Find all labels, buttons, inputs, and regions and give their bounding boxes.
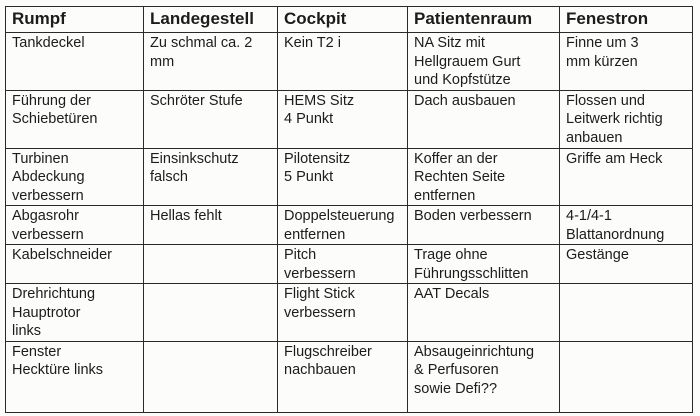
table-row (6, 33, 693, 91)
table-cell (144, 284, 278, 342)
table-cell: Drehrichtung Hauptrotor links (6, 284, 144, 342)
table-cell: Schröter Stufe (144, 90, 278, 148)
table-cell: Griffe am Heck (560, 148, 693, 206)
table-cell: Fenster Hecktüre links (6, 341, 144, 412)
table-row (6, 284, 693, 342)
table-cell: Trage ohne Führungsschlitten (408, 245, 560, 284)
table-cell: Pitch verbessern (278, 245, 408, 284)
task-table (5, 6, 693, 413)
table-cell: Finne um 3 mm kürzen (560, 33, 693, 91)
table-cell: Hellas fehlt (144, 206, 278, 245)
table-row (6, 206, 693, 245)
table-cell: Tankdeckel (6, 33, 144, 91)
table-cell: Abgasrohr verbessern (6, 206, 144, 245)
table-cell: Dach ausbauen (408, 90, 560, 148)
table-cell: Führung der Schiebetüren (6, 90, 144, 148)
table-row (6, 341, 693, 412)
table-cell: Flugschreiber nachbauen (278, 341, 408, 412)
table-cell: HEMS Sitz 4 Punkt (278, 90, 408, 148)
table-cell (144, 341, 278, 412)
table-cell: Kabelschneider (6, 245, 144, 284)
table-cell (144, 245, 278, 284)
table-cell: Flossen und Leitwerk richtig anbauen (560, 90, 693, 148)
table-cell (560, 341, 693, 412)
table-row (6, 90, 693, 148)
table-cell: Einsinkschutz falsch (144, 148, 278, 206)
table-row (6, 245, 693, 284)
header-cockpit: Cockpit (278, 7, 408, 33)
table-cell: Koffer an der Rechten Seite entfernen (408, 148, 560, 206)
table-cell: 4-1/4-1 Blattanordnung (560, 206, 693, 245)
header-row (6, 7, 693, 33)
table-cell: Absaugeinrichtung & Perfusoren sowie Defi?? (408, 341, 560, 412)
table-cell: NA Sitz mit Hellgrauem Gurt und Kopfstütze (408, 33, 560, 91)
table-cell: Flight Stick verbessern (278, 284, 408, 342)
table-cell (560, 284, 693, 342)
table-cell: Kein T2 i (278, 33, 408, 91)
table-cell: Pilotensitz 5 Punkt (278, 148, 408, 206)
table-cell: Gestänge (560, 245, 693, 284)
header-fenestron: Fenestron (560, 7, 693, 33)
table-cell: Zu schmal ca. 2 mm (144, 33, 278, 91)
table-cell: Turbinen Abdeckung verbessern (6, 148, 144, 206)
header-landegestell: Landegestell (144, 7, 278, 33)
table-cell: Doppelsteuerung entfernen (278, 206, 408, 245)
header-patientenraum: Patientenraum (408, 7, 560, 33)
table-row (6, 148, 693, 206)
table-cell: AAT Decals (408, 284, 560, 342)
table-cell: Boden verbessern (408, 206, 560, 245)
header-rumpf: Rumpf (6, 7, 144, 33)
